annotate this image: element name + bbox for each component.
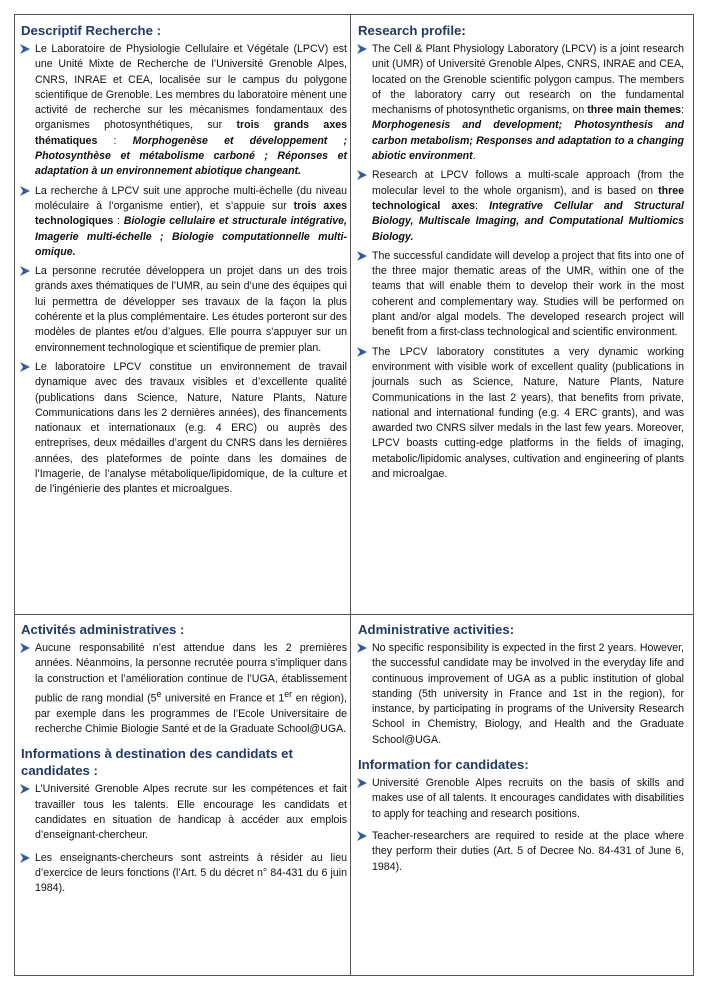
- item-text: The Cell & Plant Physiology Laboratory (LPCV) is a joint research unit (UMR) of Université Grenoble Alpes, CNRS, INRAE and CEA, located on the Grenoble scientific polygon campus. The members of the laboratory carry out research on the fundamental mechanisms of photosynthetic organisms, on: [372, 43, 684, 117]
- list-item: [19, 782, 347, 843]
- superscript: er: [284, 688, 293, 699]
- item-text: La recherche à LPCV suit une approche multi-échelle (du niveau moléculaire à l’organisme entier), et s’appuie sur: [35, 184, 347, 212]
- list-item: [19, 851, 347, 897]
- item-text: Aucune responsabilité n’est attendue dans les 2 premières années. Néanmoins, la personne recrutée pourra s’impliquer dans la construction et l’amélioration continue de l’UGA, établissement public de rang mondial (5: [35, 642, 347, 705]
- item-text: No specific responsibility is expected in the first 2 years. However, the successful candidate may be involved in the everyday life and continuous improvement of UGA as a public institution of global standing (5th university in France and 1st in the region), for instance, by participating in programs of the University Research School in Chemistry, Biology, and Health and the Graduate School@UGA.: [372, 642, 684, 746]
- emphasis-text: three technological axes: [372, 184, 684, 212]
- emphasis-text: trois axes technologiques: [35, 199, 347, 228]
- superscript: e: [156, 688, 162, 699]
- arrow-bullet-icon: [19, 852, 31, 864]
- section-heading: Informations à destination des candidats et candidates :: [21, 746, 293, 779]
- item-text: Le Laboratoire de Physiologie Cellulaire et Végétale (LPCV) est une Unité Mixte de Recherche de l’Université Grenoble Alpes, CNRS, INRAE et CEA, localisée sur le campus du polygone scientifique de Grenoble. Les membres du laboratoire mènent une activité de recherche sur les mécanismes fondamentaux des organismes photosynthétiques, sur: [35, 43, 347, 132]
- item-text: Le laboratoire LPCV constitue un environnement de travail dynamique avec des travaux visibles et d’excellente qualité (publications dans Science, Nature, Nature Plants, Nature Communications dans les 2 dernières années), des financements nationaux et internationaux (e.g. 4 ERC) ou auprès des entreprises, deux médailles d’argent du CNRS dans les dernières années, des plateformes de pointe dans les domaines de l’Imagerie, de l’analyse métabolique/lipidomique, de la culture et de l’ingénierie des plantes et microalgues.: [35, 360, 347, 496]
- column-divider: [350, 15, 351, 975]
- list-item: [356, 345, 684, 483]
- item-text: :: [681, 104, 684, 117]
- list-item: [19, 184, 347, 260]
- arrow-bullet-icon: [19, 361, 31, 373]
- arrow-bullet-icon: [19, 43, 31, 55]
- arrow-bullet-icon: [356, 169, 368, 181]
- list-item: [356, 829, 684, 875]
- arrow-bullet-icon: [356, 43, 368, 55]
- document-page: [14, 14, 694, 976]
- arrow-bullet-icon: [356, 830, 368, 842]
- arrow-bullet-icon: [356, 777, 368, 789]
- list-item: [356, 776, 684, 822]
- list-item: [356, 249, 684, 341]
- arrow-bullet-icon: [356, 250, 368, 262]
- section-heading: Descriptif Recherche :: [21, 23, 161, 38]
- list-item: [19, 641, 347, 737]
- item-text: .: [472, 150, 476, 163]
- emphasis-text: Biologie cellulaire et structurale intégrative, Imagerie multi-échelle ; Biologie computationnelle multi-omique.: [35, 215, 347, 258]
- arrow-bullet-icon: [356, 642, 368, 654]
- section-heading: Activités administratives :: [21, 622, 185, 637]
- emphasis-text: Morphogenèse et développement ; Photosynthèse et métabolisme carboné ; Réponses et adaptation à un environnement abiotique changeant.: [35, 134, 347, 178]
- list-item: [19, 264, 347, 356]
- item-text: Les enseignants-chercheurs sont astreints à résider au lieu d’exercice de leurs fonctions (l’Art. 5 du décret n° 84-431 du 6 juin 1984).: [35, 851, 347, 895]
- section-heading: Information for candidates:: [358, 757, 529, 773]
- heading-text: Research profile: [358, 23, 462, 38]
- item-text: The successful candidate will develop a project that fits into one of the three major thematic areas of the UMR, within one of the teams that will enable them to develop their work in the most coherent and complementary way. Studies will be performed on plant and/or algal models. The developed research project will benefit from a first-class technological and scientific environment.: [372, 249, 684, 339]
- emphasis-text: three main themes: [587, 104, 682, 117]
- section-heading: Administrative activities:: [358, 622, 515, 637]
- item-text: Teacher-researchers are required to reside at the place where they perform their duties (Art. 5 of Decree No. 84-431 of June 6, 1984).: [372, 829, 684, 873]
- en-admin-section: [356, 621, 684, 879]
- section-heading: [358, 22, 684, 39]
- fr-research-section: [19, 22, 347, 502]
- arrow-bullet-icon: [356, 346, 368, 358]
- item-text: :: [97, 134, 133, 147]
- list-item: [356, 641, 684, 748]
- item-text: L’Université Grenoble Alpes recrute sur les compétences et fait travailler tous les talents. Elle encourage les candidats et candidates en situation de handicap à accéder aux emplois d’enseignant-chercheur.: [35, 783, 347, 842]
- list-item: [356, 168, 684, 244]
- arrow-bullet-icon: [19, 265, 31, 277]
- emphasis-text: Morphogenesis and development; Photosynthesis and carbon metabolism; Responses and adaptation to a changing abiotic environment: [372, 119, 684, 163]
- item-text: Université Grenoble Alpes recruits on the basis of skills and makes use of all talents. It encourages candidates with disabilities to apply for teaching and research positions.: [372, 777, 684, 820]
- item-text: :: [113, 215, 124, 228]
- item-text: :: [475, 199, 490, 212]
- heading-colon: :: [461, 23, 466, 38]
- list-item: [19, 42, 347, 180]
- emphasis-text: trois grands axes thématiques: [35, 119, 347, 147]
- item-text: The LPCV laboratory constitutes a very dynamic working environment with visible work of excellent quality (publications in journals such as Science, Nature, Nature Plants, Nature Communications in the last 2 years), that benefits from private, national and international funding (e.g. 4 ERC grants), and was awarded two CNRS silver medals in the last few years. Moreover, LPCV boasts cutting-edge platforms in the fields of imaging, metabolic/lipidomic analyses, cultivation and engineering of plants and microalgae.: [372, 345, 684, 481]
- en-research-section: [356, 22, 684, 486]
- row-divider: [15, 614, 693, 615]
- list-item: [356, 42, 684, 164]
- arrow-bullet-icon: [19, 185, 31, 197]
- fr-admin-section: [19, 621, 347, 900]
- arrow-bullet-icon: [19, 783, 31, 795]
- item-text: en région), par exemple dans les programmes de l’Ecole Universitaire de recherche Chimie Biologie Santé et de la Graduate School@UGA.: [35, 692, 347, 736]
- item-text: Research at LPCV follows a multi-scale approach (from the molecular level to the whole organism), and is based on: [372, 169, 684, 197]
- list-item: [19, 360, 347, 498]
- item-text: La personne recrutée développera un projet dans un des trois grands axes thématiques de l’UMR, au sein d’une des équipes qui lui permettra de développer ses travaux de la façon la plus cohérente et la plus complémentaire. Les études porteront sur des modèles de plantes et/ou d’algues. Elle pourra s’appuyer sur un environnement technologique et scientifique de premier plan.: [35, 265, 347, 354]
- emphasis-text: Integrative Cellular and Structural Biology, Multiscale Imaging, and Computational Multiomics Biology.: [372, 199, 684, 243]
- item-text: université en France et 1: [161, 692, 285, 705]
- arrow-bullet-icon: [19, 642, 31, 654]
